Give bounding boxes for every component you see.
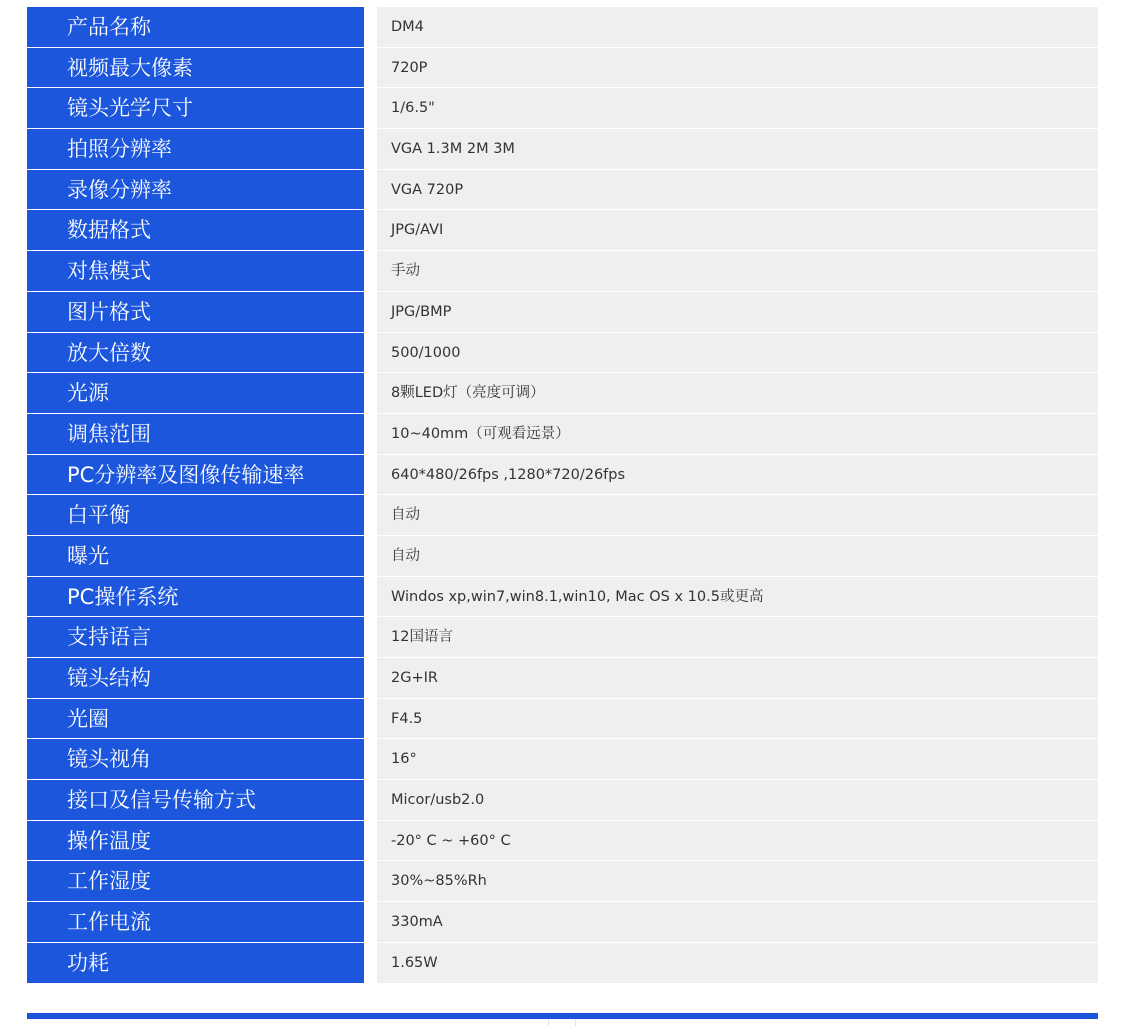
spec-row bbox=[27, 292, 1098, 333]
spec-label: 接口及信号传输方式 bbox=[27, 780, 364, 821]
spec-label: 光圈 bbox=[27, 699, 364, 740]
spec-row bbox=[27, 617, 1098, 658]
spec-gap bbox=[364, 577, 377, 618]
spec-row bbox=[27, 577, 1098, 618]
spec-row bbox=[27, 699, 1098, 740]
spec-value: 10~40mm（可观看远景） bbox=[377, 414, 1098, 455]
spec-label: PC操作系统 bbox=[27, 577, 364, 618]
spec-label: 曝光 bbox=[27, 536, 364, 577]
spec-value: DM4 bbox=[377, 7, 1098, 48]
spec-row bbox=[27, 536, 1098, 577]
spec-value: 16° bbox=[377, 739, 1098, 780]
spec-value: VGA 720P bbox=[377, 170, 1098, 211]
spec-gap bbox=[364, 536, 377, 577]
spec-gap bbox=[364, 7, 377, 48]
spec-row bbox=[27, 170, 1098, 211]
spec-gap bbox=[364, 210, 377, 251]
spec-label: 功耗 bbox=[27, 943, 364, 984]
spec-value: VGA 1.3M 2M 3M bbox=[377, 129, 1098, 170]
spec-value: 330mA bbox=[377, 902, 1098, 943]
spec-table bbox=[27, 7, 1098, 984]
spec-row bbox=[27, 251, 1098, 292]
spec-gap bbox=[364, 821, 377, 862]
spec-value: 自动 bbox=[377, 495, 1098, 536]
spec-gap bbox=[364, 658, 377, 699]
spec-label: 放大倍数 bbox=[27, 333, 364, 374]
spec-row bbox=[27, 902, 1098, 943]
spec-label: 镜头光学尺寸 bbox=[27, 88, 364, 129]
spec-gap bbox=[364, 943, 377, 984]
spec-row bbox=[27, 210, 1098, 251]
spec-gap bbox=[364, 739, 377, 780]
spec-row bbox=[27, 821, 1098, 862]
spec-value: 1.65W bbox=[377, 943, 1098, 984]
spec-gap bbox=[364, 780, 377, 821]
spec-row bbox=[27, 333, 1098, 374]
spec-label: 调焦范围 bbox=[27, 414, 364, 455]
spec-gap bbox=[364, 617, 377, 658]
spec-row bbox=[27, 373, 1098, 414]
spec-label: 拍照分辨率 bbox=[27, 129, 364, 170]
spec-gap bbox=[364, 414, 377, 455]
spec-value: Windos xp,win7,win8.1,win10, Mac OS x 10.5或更高 bbox=[377, 577, 1098, 618]
spec-gap bbox=[364, 292, 377, 333]
spec-value: JPG/BMP bbox=[377, 292, 1098, 333]
spec-gap bbox=[364, 48, 377, 89]
spec-row bbox=[27, 943, 1098, 984]
spec-gap bbox=[364, 333, 377, 374]
spec-value: 2G+IR bbox=[377, 658, 1098, 699]
spec-gap bbox=[364, 251, 377, 292]
spec-gap bbox=[364, 699, 377, 740]
spec-gap bbox=[364, 902, 377, 943]
spec-value: -20° C ~ +60° C bbox=[377, 821, 1098, 862]
spec-value: 720P bbox=[377, 48, 1098, 89]
spec-value: 1/6.5" bbox=[377, 88, 1098, 129]
spec-row bbox=[27, 455, 1098, 496]
spec-gap bbox=[364, 455, 377, 496]
spec-label: 白平衡 bbox=[27, 495, 364, 536]
spec-row bbox=[27, 129, 1098, 170]
spec-label: 视频最大像素 bbox=[27, 48, 364, 89]
spec-row bbox=[27, 861, 1098, 902]
spec-value: 手动 bbox=[377, 251, 1098, 292]
spec-row bbox=[27, 7, 1098, 48]
spec-row bbox=[27, 414, 1098, 455]
spec-value: Micor/usb2.0 bbox=[377, 780, 1098, 821]
spec-value: F4.5 bbox=[377, 699, 1098, 740]
spec-label: 图片格式 bbox=[27, 292, 364, 333]
spec-row bbox=[27, 780, 1098, 821]
spec-label: 数据格式 bbox=[27, 210, 364, 251]
spec-value: 500/1000 bbox=[377, 333, 1098, 374]
spec-gap bbox=[364, 373, 377, 414]
spec-value: JPG/AVI bbox=[377, 210, 1098, 251]
spec-label: 操作温度 bbox=[27, 821, 364, 862]
spec-value: 12国语言 bbox=[377, 617, 1098, 658]
spec-value: 自动 bbox=[377, 536, 1098, 577]
spec-label: 工作湿度 bbox=[27, 861, 364, 902]
spec-row bbox=[27, 495, 1098, 536]
bottom-divider bbox=[548, 1019, 576, 1026]
spec-row bbox=[27, 658, 1098, 699]
spec-label: 录像分辨率 bbox=[27, 170, 364, 211]
spec-gap bbox=[364, 129, 377, 170]
spec-value: 30%~85%Rh bbox=[377, 861, 1098, 902]
spec-gap bbox=[364, 495, 377, 536]
spec-label: 对焦模式 bbox=[27, 251, 364, 292]
spec-gap bbox=[364, 861, 377, 902]
spec-label: 支持语言 bbox=[27, 617, 364, 658]
spec-label: 光源 bbox=[27, 373, 364, 414]
spec-row bbox=[27, 88, 1098, 129]
spec-label: 镜头视角 bbox=[27, 739, 364, 780]
spec-row bbox=[27, 739, 1098, 780]
spec-label: 镜头结构 bbox=[27, 658, 364, 699]
spec-row bbox=[27, 48, 1098, 89]
spec-value: 8颗LED灯（亮度可调） bbox=[377, 373, 1098, 414]
spec-gap bbox=[364, 170, 377, 211]
spec-label: 产品名称 bbox=[27, 7, 364, 48]
spec-label: PC分辨率及图像传输速率 bbox=[27, 455, 364, 496]
spec-label: 工作电流 bbox=[27, 902, 364, 943]
spec-value: 640*480/26fps ,1280*720/26fps bbox=[377, 455, 1098, 496]
spec-gap bbox=[364, 88, 377, 129]
